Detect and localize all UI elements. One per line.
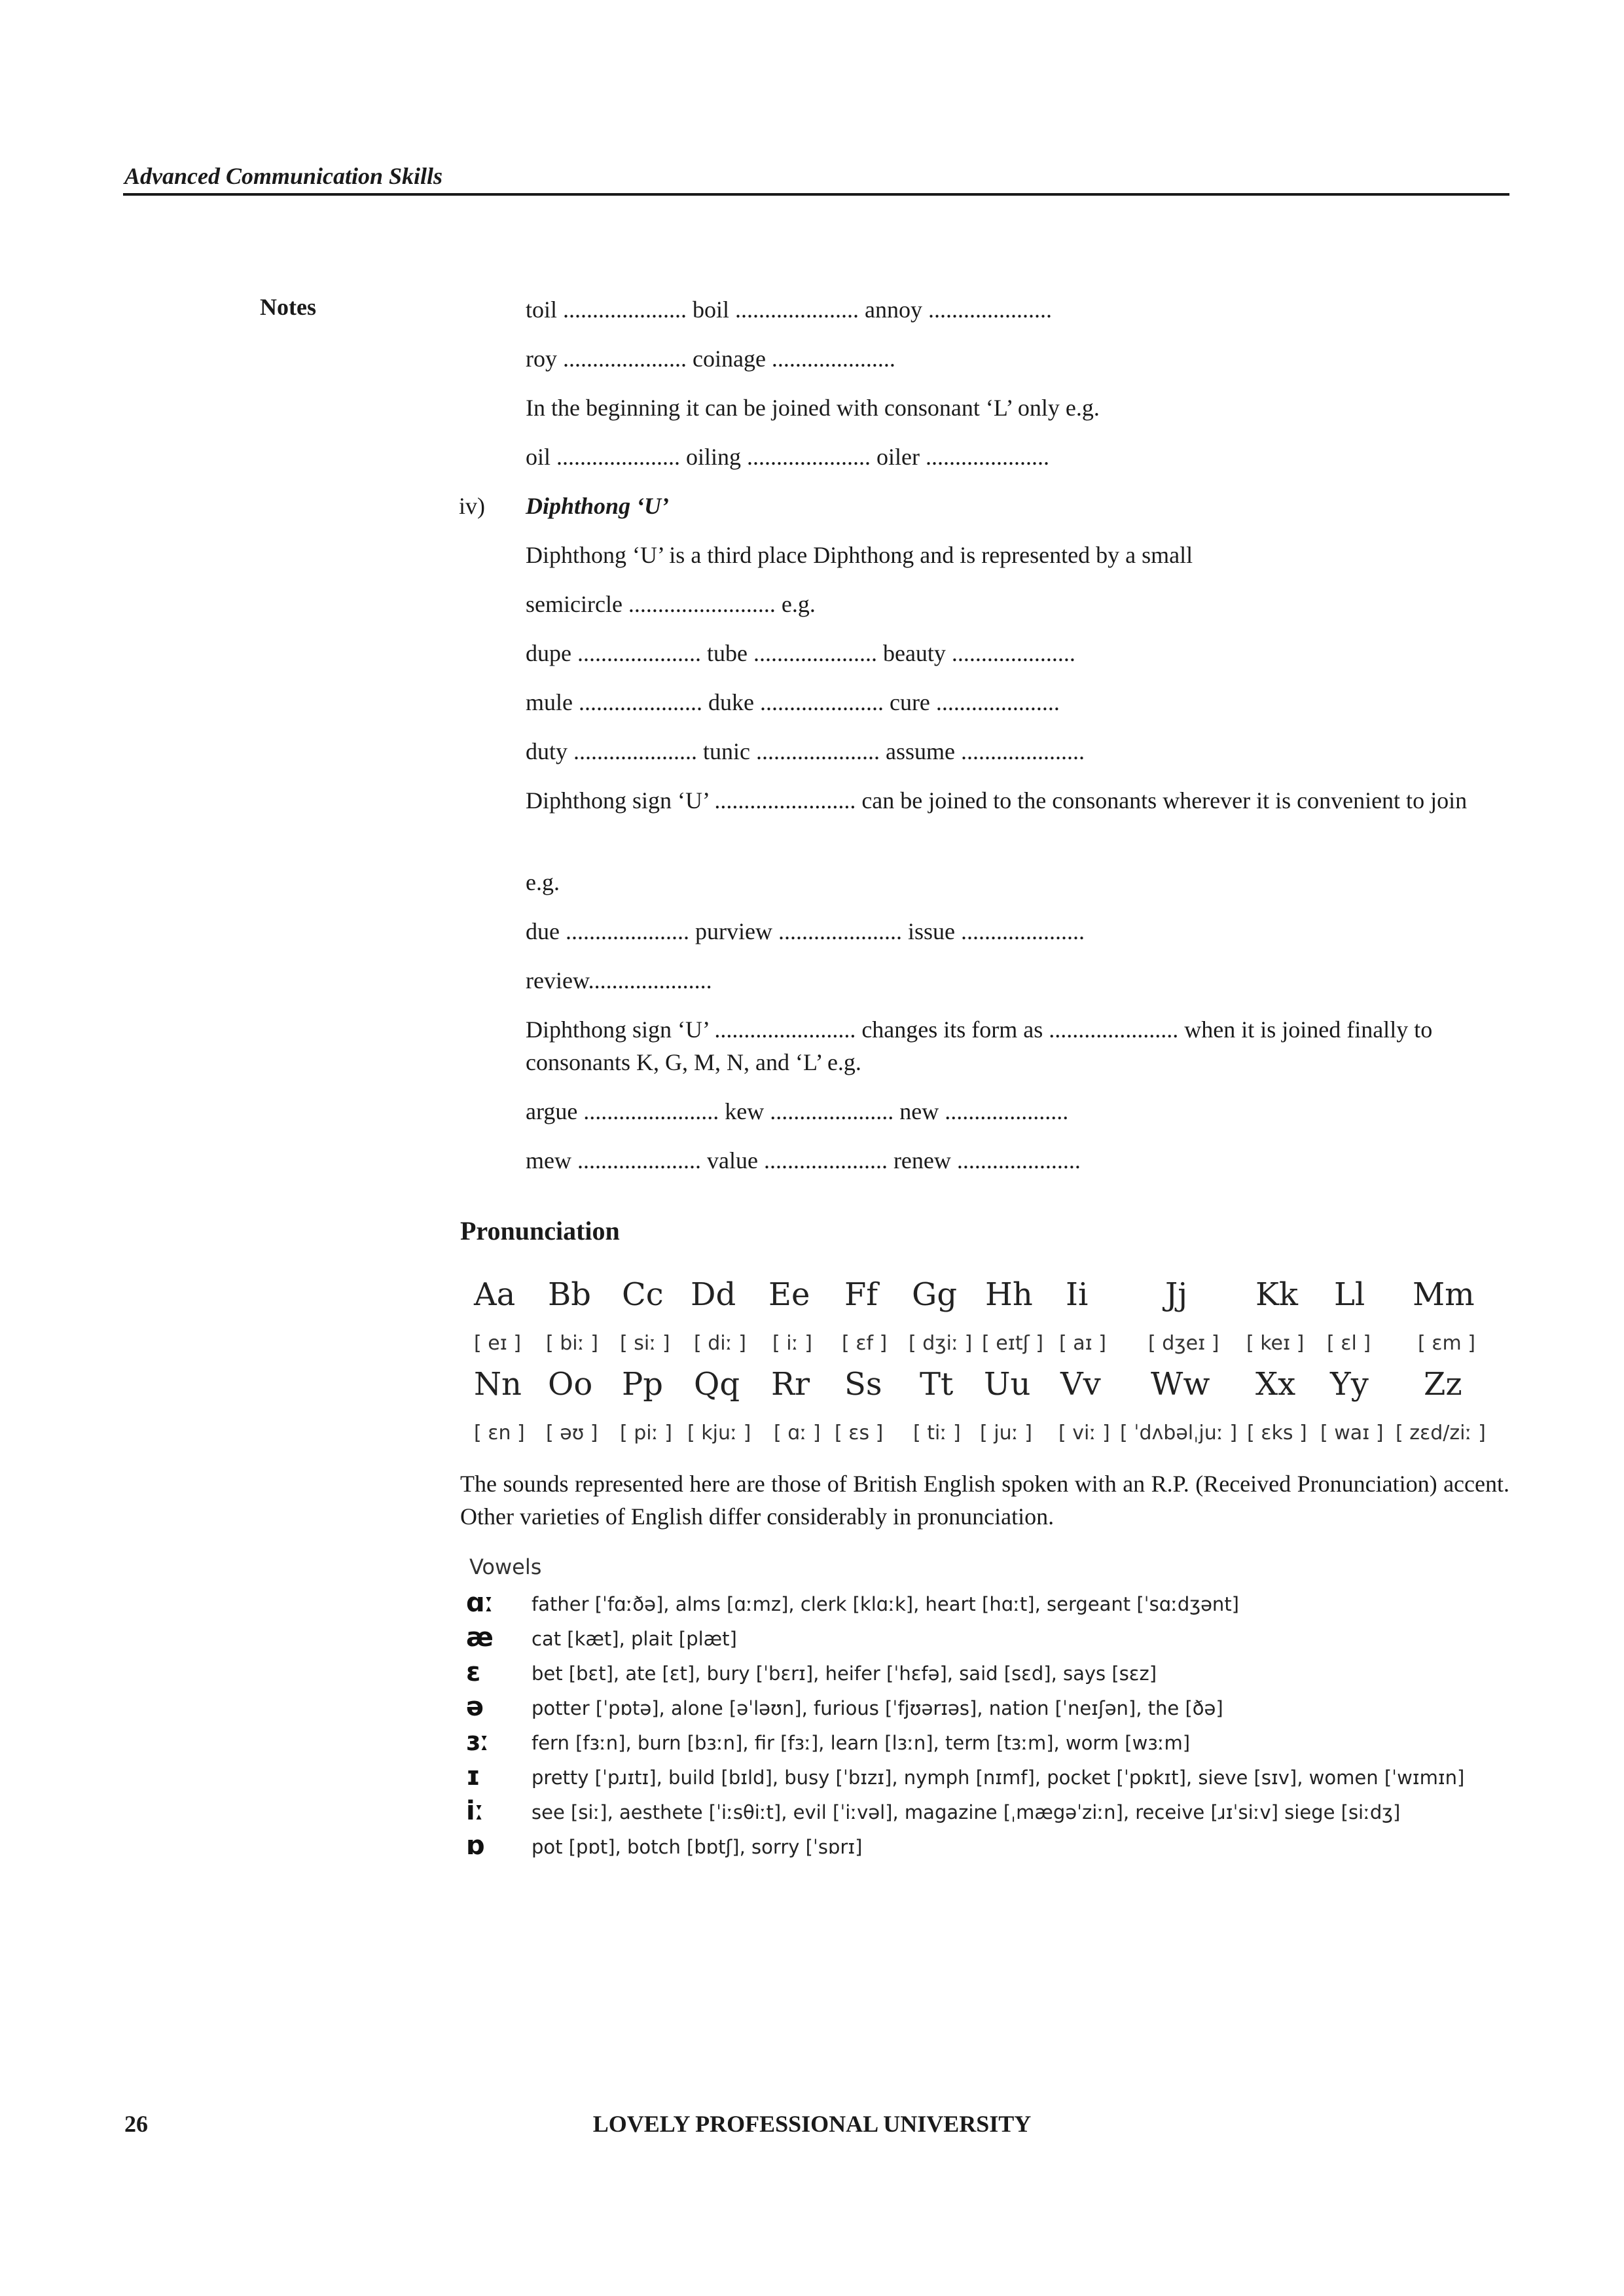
vowel-symbol: iː (466, 1796, 484, 1826)
ipa-transcription: [ ɑː ] (774, 1422, 821, 1444)
alphabet-letter: Ll (1334, 1276, 1365, 1313)
ipa-transcription: [ ɛs ] (835, 1422, 884, 1444)
ipa-transcription: [ iː ] (772, 1332, 812, 1355)
alphabet-letter: Cc (622, 1276, 664, 1313)
alphabet-letters-row-1 (458, 1276, 1519, 1329)
alphabet-letter: Mm (1413, 1276, 1475, 1313)
alphabet-letter: Bb (548, 1276, 591, 1313)
text-line: oil ..................... oiling ..................... oiler ..................... (526, 444, 1049, 470)
alphabet-letter: Vv (1060, 1366, 1101, 1403)
vowel-examples: pot [pɒt], botch [bɒtʃ], sorry [ˈsɒrɪ] (532, 1836, 863, 1858)
vowels-heading: Vowels (469, 1554, 542, 1579)
page-number: 26 (124, 2111, 148, 2137)
alphabet-letter: Dd (691, 1276, 736, 1313)
text-line: argue ....................... kew ..................... new ..................... (526, 1098, 1069, 1124)
text-line: due ..................... purview ..................... issue ..................... (526, 918, 1085, 944)
text-line: e.g. (526, 869, 560, 895)
text-line: Diphthong ‘U’ is a third place Diphthong and is represented by a small (526, 542, 1193, 568)
ipa-transcription: [ keɪ ] (1246, 1332, 1305, 1355)
ipa-transcription: [ dʒeɪ ] (1148, 1332, 1219, 1355)
alphabet-letter: Pp (622, 1366, 664, 1403)
vowel-row (466, 1623, 1513, 1659)
ipa-transcription: [ ɛm ] (1418, 1332, 1475, 1355)
ipa-transcription: [ ɛks ] (1247, 1422, 1307, 1444)
alphabet-ipa-row-1 (458, 1332, 1519, 1365)
alphabet-letter: Ff (844, 1276, 878, 1313)
ipa-transcription: [ ɛn ] (474, 1422, 525, 1444)
alphabet-letter: Zz (1424, 1366, 1462, 1403)
text-line: roy ..................... coinage ..................... (526, 346, 895, 372)
ipa-transcription: [ viː ] (1058, 1422, 1110, 1444)
vowel-examples: see [siː], aesthete [ˈiːsθiːt], evil [ˈiːvəl], magazine [ˌmægəˈziːn], receive [ɹɪˈsiːv] siege [siːdʒ] (532, 1801, 1401, 1823)
text-line: mew ..................... value ..................... renew ..................... (526, 1147, 1081, 1174)
ipa-transcription: [ aɪ ] (1059, 1332, 1107, 1355)
ipa-transcription: [ diː ] (694, 1332, 746, 1355)
ipa-transcription: [ siː ] (620, 1332, 670, 1355)
ipa-transcription: [ ɛf ] (842, 1332, 888, 1355)
alphabet-letter: Ww (1151, 1366, 1210, 1403)
ipa-transcription: [ ˈdʌbəlˌjuː ] (1120, 1422, 1238, 1444)
vowel-row (466, 1761, 1513, 1798)
ipa-transcription: [ kjuː ] (687, 1422, 751, 1444)
alphabet-letter: Ss (844, 1366, 882, 1403)
ipa-transcription: [ eɪ ] (474, 1332, 522, 1355)
vowel-row (466, 1727, 1513, 1763)
pronunciation-paragraph: The sounds represented here are those of British English spoken with an R.P. (Received Pronunciation) accent. Other varieties of English differ considerably in pronunciation. (460, 1471, 1509, 1530)
ipa-transcription: [ eɪtʃ ] (982, 1332, 1043, 1355)
alphabet-letter: Kk (1255, 1276, 1298, 1313)
text-line: In the beginning it can be joined with consonant ‘L’ only e.g. (526, 395, 1100, 421)
alphabet-letter: Rr (771, 1366, 810, 1403)
list-numeral: iv) (459, 493, 485, 519)
vowel-symbol: ɛ (466, 1657, 481, 1687)
text-paragraph: Diphthong sign ‘U’ ........................ can be joined to the consonants wherever it is convenient to join (526, 787, 1468, 814)
vowel-examples: father [ˈfɑːðə], alms [ɑːmz], clerk [klɑːk], heart [hɑːt], sergeant [ˈsɑːdʒənt] (532, 1593, 1240, 1615)
ipa-transcription: [ əʊ ] (546, 1422, 598, 1444)
alphabet-letter: Yy (1330, 1366, 1369, 1403)
alphabet-letter: Gg (912, 1276, 958, 1313)
alphabet-letter: Nn (474, 1366, 522, 1403)
ipa-transcription: [ dʒiː ] (909, 1332, 973, 1355)
text-line: mule ..................... duke ..................... cure ..................... (526, 689, 1060, 715)
ipa-transcription: [ piː ] (620, 1422, 672, 1444)
vowel-examples: pretty [ˈpɹɪtɪ], build [bɪld], busy [ˈbɪzɪ], nymph [nɪmf], pocket [ˈpɒkɪt], sieve [sɪv], women [ˈwɪmɪn] (532, 1767, 1465, 1789)
vowel-row (466, 1831, 1513, 1867)
ipa-transcription: [ tiː ] (913, 1422, 961, 1444)
vowel-symbol: ə (466, 1692, 484, 1722)
header-divider (123, 193, 1509, 196)
footer-university: LOVELY PROFESSIONAL UNIVERSITY (592, 2111, 1032, 2137)
notes-margin-label: Notes (260, 294, 316, 320)
vowel-row (466, 1657, 1513, 1694)
text-line: dupe ..................... tube ..................... beauty ..................... (526, 640, 1075, 666)
ipa-transcription: [ waɪ ] (1320, 1422, 1384, 1444)
alphabet-letters-row-2 (458, 1366, 1519, 1418)
alphabet-letter: Hh (985, 1276, 1033, 1313)
ipa-transcription: [ ɛl ] (1327, 1332, 1371, 1355)
pronunciation-heading: Pronunciation (460, 1216, 620, 1246)
alphabet-ipa-row-2 (458, 1422, 1519, 1454)
vowel-symbol: æ (466, 1623, 494, 1653)
vowel-symbol: ɜː (466, 1727, 490, 1757)
vowel-examples: cat [kæt], plait [plæt] (532, 1628, 737, 1650)
vowel-symbol: ɑː (466, 1588, 494, 1618)
vowel-examples: potter [ˈpɒtə], alone [əˈləʊn], furious [ˈfjʊərɪəs], nation [ˈneɪʃən], the [ðə] (532, 1697, 1223, 1719)
text-line: semicircle ......................... e.g. (526, 591, 816, 617)
alphabet-letter: Ee (768, 1276, 810, 1313)
vowel-row (466, 1588, 1513, 1624)
running-header-title: Advanced Communication Skills (124, 163, 443, 189)
ipa-transcription: [ biː ] (546, 1332, 598, 1355)
alphabet-letter: Oo (548, 1366, 593, 1403)
vowel-examples: fern [fɜːn], burn [bɜːn], fir [fɜː], learn [lɜːn], term [tɜːm], worm [wɜːm] (532, 1732, 1191, 1754)
text-paragraph: Diphthong sign ‘U’ ........................ changes its form as ...................... when it is joined finally to consonants K, G, M, N, and ‘L’ e.g. (526, 1016, 1433, 1075)
ipa-transcription: [ juː ] (980, 1422, 1032, 1444)
subsection-heading: Diphthong ‘U’ (526, 493, 670, 519)
alphabet-letter: Jj (1165, 1276, 1188, 1313)
text-line: duty ..................... tunic ..................... assume ..................... (526, 738, 1085, 764)
ipa-transcription: [ zɛd/ziː ] (1396, 1422, 1486, 1444)
vowel-row (466, 1692, 1513, 1729)
vowel-symbol: ɪ (466, 1761, 480, 1791)
text-line: review..................... (526, 967, 712, 994)
vowel-examples: bet [bɛt], ate [ɛt], bury [ˈbɛrɪ], heifer [ˈhɛfə], said [sɛd], says [sɛz] (532, 1662, 1157, 1685)
alphabet-letter: Qq (694, 1366, 740, 1403)
vowel-row (466, 1796, 1513, 1833)
alphabet-letter: Tt (920, 1366, 954, 1403)
alphabet-letter: Aa (474, 1276, 516, 1313)
vowel-symbol: ɒ (466, 1831, 485, 1861)
alphabet-letter: Uu (984, 1366, 1031, 1403)
text-line: toil ..................... boil ..................... annoy ..................... (526, 296, 1052, 323)
alphabet-letter: Xx (1255, 1366, 1296, 1403)
alphabet-letter: Ii (1066, 1276, 1089, 1313)
